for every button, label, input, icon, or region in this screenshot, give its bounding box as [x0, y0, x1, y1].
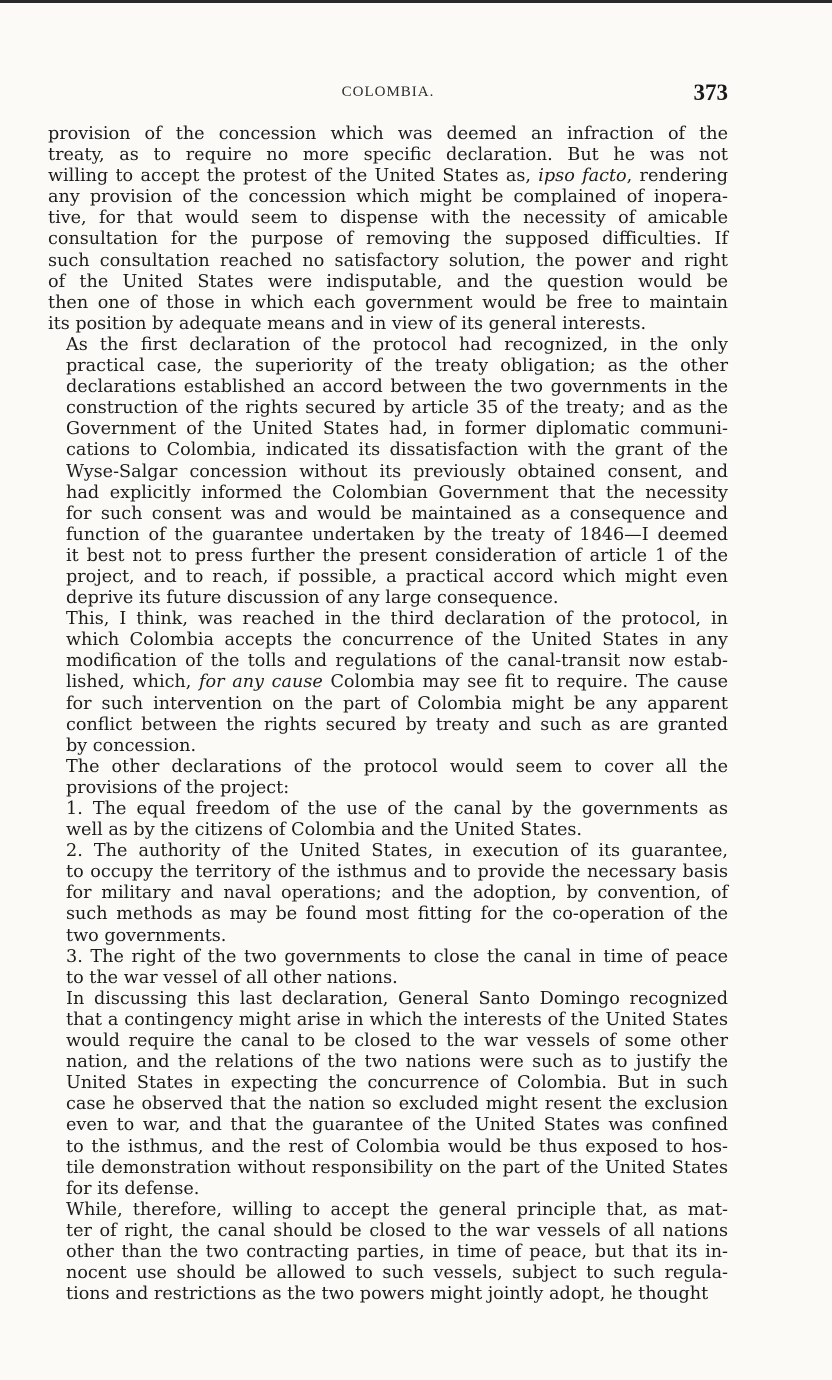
text-line: Wyse-Salgar concession without its previously obtained consent, and [66, 461, 728, 482]
text-line: tile demonstration without responsibility on the part of the United States [66, 1157, 728, 1178]
text-line: conflict between the rights secured by treaty and such as are granted [66, 714, 728, 735]
running-title: COLOMBIA. [341, 84, 435, 100]
text-line: deprive its future discussion of any large consequence. [66, 588, 559, 609]
page-header [48, 80, 728, 108]
text-line: for such consent was and would be maintained as a consequence and [66, 503, 728, 524]
text-line: case he observed that the nation so excluded might resent the exclusion [66, 1094, 728, 1115]
text-line: any provision of the concession which might be complained of inopera- [48, 187, 728, 208]
text-line: to the isthmus, and the rest of Colombia would be thus exposed to hos- [66, 1136, 728, 1157]
text-line: for such intervention on the part of Colombia might be any apparent [66, 693, 728, 714]
text-line: consultation for the purpose of removing the supposed difficulties. If [48, 229, 728, 250]
paragraph [48, 335, 728, 609]
text-line: of the United States were indisputable, and the question would be [48, 271, 728, 292]
text-line: Government of the United States had, in former diplomatic communi- [66, 419, 728, 440]
text-line: then one of those in which each government would be free to maintain [48, 292, 728, 313]
text-line: In discussing this last declaration, General Santo Domingo recognized [66, 988, 728, 1009]
paragraph [48, 757, 728, 799]
body-text [48, 124, 728, 1305]
text-line: While, therefore, willing to accept the general principle that, as mat- [66, 1199, 728, 1220]
text-line: 2. The authority of the United States, in execution of its guarantee, [66, 841, 728, 862]
text-line: ter of right, the canal should be closed to the war vessels of all nations [66, 1220, 728, 1241]
text-line: willing to accept the protest of the United States as, ipso facto, rendering [48, 166, 729, 187]
text-line: As the first declaration of the protocol had recognized, in the only [66, 334, 728, 355]
text-line: This, I think, was reached in the third declaration of the protocol, in [66, 609, 728, 630]
text-line: by concession. [66, 735, 197, 756]
text-line: that a contingency might arise in which the interests of the United States [66, 1009, 728, 1030]
text-line: treaty, as to require no more specific declaration. But he was not [48, 145, 728, 166]
text-line: would require the canal to be closed to the war vessels of some other [66, 1031, 728, 1052]
text-line: other than the two contracting parties, in time of peace, but that its in- [66, 1241, 728, 1262]
text-line: declarations established an accord between the two governments in the [66, 377, 728, 398]
text-line: cations to Colombia, indicated its dissatisfaction with the grant of the [66, 440, 728, 461]
text-line: provisions of the project: [66, 777, 290, 798]
text-line: construction of the rights secured by article 35 of the treaty; and as the [66, 398, 728, 419]
text-line: The other declarations of the protocol would seem to cover all the [66, 756, 728, 777]
paragraph [48, 947, 728, 989]
paragraph [48, 609, 728, 757]
text-line: modification of the tolls and regulations of the canal-transit now estab- [66, 651, 728, 672]
text-line: even to war, and that the guarantee of the United States was confined [66, 1115, 728, 1136]
paragraph [48, 124, 728, 335]
text-line: well as by the citizens of Colombia and the United States. [66, 820, 582, 841]
top-rule [0, 0, 832, 3]
page-number: 373 [693, 80, 728, 105]
text-line: 3. The right of the two governments to close the canal in time of peace [66, 946, 728, 967]
text-line: United States in expecting the concurrence of Colombia. But in such [66, 1073, 728, 1094]
text-line: lished, which, for any cause Colombia may see fit to require. The cause [66, 672, 728, 693]
paragraph [48, 1200, 728, 1305]
text-line: two governments. [66, 925, 227, 946]
text-line: tive, for that would seem to dispense with the necessity of amicable [48, 208, 728, 229]
text-line: provision of the concession which was deemed an infraction of the [48, 124, 728, 144]
paragraph [48, 841, 728, 946]
text-line: it best not to press further the present consideration of article 1 of the [66, 545, 728, 566]
paragraph [48, 799, 728, 841]
text-line: for its defense. [66, 1178, 200, 1199]
text-line: for military and naval operations; and the adoption, by convention, of [66, 883, 728, 904]
text-line: its position by adequate means and in view of its general interests. [48, 313, 647, 334]
text-line: such methods as may be found most fitting for the co-operation of the [66, 904, 728, 925]
text-line: to the war vessel of all other nations. [66, 967, 398, 988]
text-line: 1. The equal freedom of the use of the canal by the governments as [66, 799, 728, 819]
text-line: had explicitly informed the Colombian Government that the necessity [66, 482, 728, 503]
text-line: such consultation reached no satisfactory solution, the power and right [48, 250, 728, 271]
text-line: function of the guarantee undertaken by the treaty of 1846—I deemed [66, 524, 728, 545]
text-line: practical case, the superiority of the treaty obligation; as the other [66, 356, 728, 377]
text-line: to occupy the territory of the isthmus and to provide the necessary basis [66, 862, 728, 883]
text-line: tions and restrictions as the two powers might jointly adopt, he thought [66, 1284, 709, 1305]
text-line: nocent use should be allowed to such vessels, subject to such regula- [66, 1263, 728, 1284]
text-line: which Colombia accepts the concurrence of the United States in any [66, 630, 728, 651]
text-line: nation, and the relations of the two nations were such as to justify the [66, 1052, 728, 1073]
text-line: project, and to reach, if possible, a practical accord which might even [66, 566, 728, 587]
paragraph [48, 989, 728, 1200]
